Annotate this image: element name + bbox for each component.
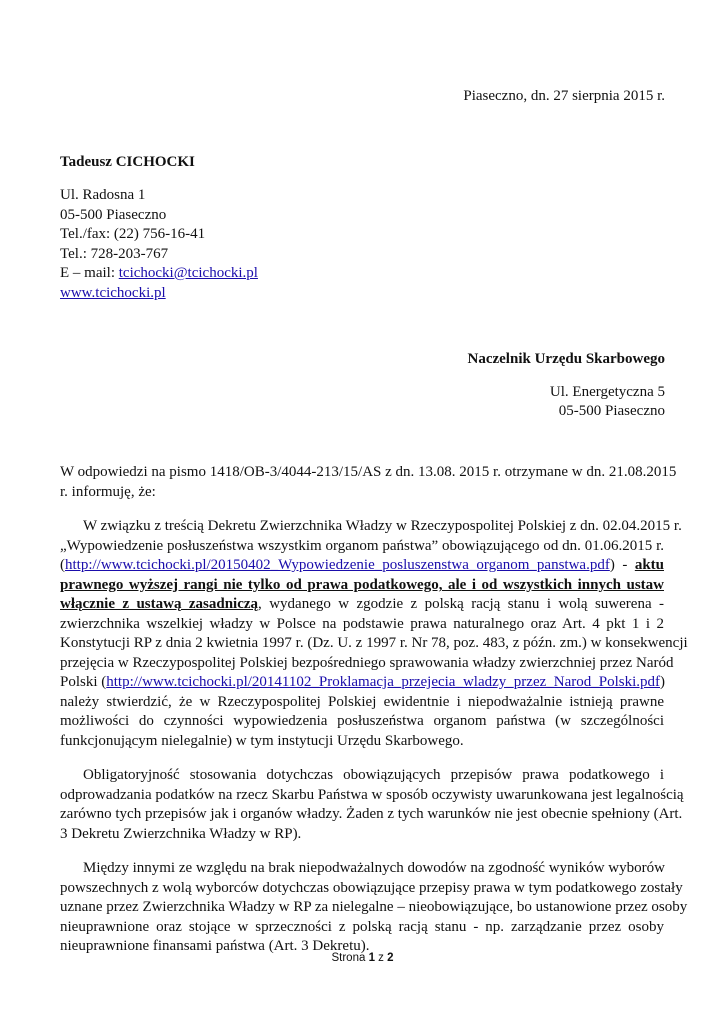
p3-line-4: nieuprawnione oraz stojące w sprzeczności z polską racją stanu - np. zarządzanie przez osoby: [60, 919, 664, 935]
p1-line-2: „Wypowiedzenie posłuszeństwa wszystkim organom państwa” obowiązującego od dn. 01.06.2015 r.: [60, 538, 664, 554]
p1-bold-aktu: aktu: [634, 557, 664, 573]
p2-line-4: 3 Dekretu Zwierzchnika Władzy w RP).: [60, 826, 302, 842]
p1-line-8: przejęcia w Rzeczypospolitej Polskiej bezpośredniego sprawowania władzy zwierzchniej przez Naród: [60, 655, 674, 671]
p1-line-12: funkcjonującym nielegalnie) w tym instytucji Urzędu Skarbowego.: [60, 733, 464, 749]
intro-line-2: r. informuję, że:: [60, 484, 156, 500]
p1-polski: Polski (: [60, 674, 107, 690]
p3-line-5: nieuprawnione finansami państwa (Art. 3 Dekretu).: [60, 938, 370, 954]
sender-telfax: Tel./fax: (22) 756-16-41: [60, 226, 206, 242]
p1-line-11: możliwości do czynności wypowiedzenia posłuszeństwa organom państwa (w szczególności: [60, 713, 664, 729]
p1-line-7: Konstytucji RP z dnia 2 kwietnia 1997 r. (Dz. U. z 1997 r. Nr 78, poz. 483, z późn. zm.) w konsekwencji: [60, 635, 688, 651]
sender-postcode-city: 05-500 Piaseczno: [60, 207, 167, 223]
p1-line-9: [60, 673, 664, 691]
sender-website-link[interactable]: www.tcichocki.pl: [60, 285, 166, 301]
footer-page-total: 2: [387, 952, 394, 964]
sender-name: Tadeusz CICHOCKI: [60, 154, 195, 170]
p1-paren-close-2: ): [660, 674, 665, 690]
sender-email-link[interactable]: tcichocki@tcichocki.pl: [118, 265, 258, 281]
p1-bold-zasadnicza: włącznie z ustawą zasadniczą: [60, 596, 259, 612]
p1-line-3: [60, 556, 664, 574]
p2-line-3: zarówno tych przepisów jak i organów władzy. Żaden z tych warunków nie jest obecnie spełniony (Art.: [60, 806, 683, 822]
p2-line-2: odprowadzania podatków na rzecz Skarbu Państwa w sposób oczywisty uwarunkowana jest legalnością: [60, 787, 684, 803]
recipient-street: Ul. Energetyczna 5: [549, 384, 665, 400]
sender-street: Ul. Radosna 1: [60, 187, 146, 203]
p1-line-4-bold: prawnego wyższej rangi nie tylko od prawa podatkowego, ale i od wszystkich innych ustaw: [60, 577, 664, 593]
p1-line-5: [60, 595, 664, 613]
dekret-link[interactable]: http://www.tcichocki.pl/20150402_Wypowiedzenie_posluszenstwa_organom_panstwa.pdf: [65, 557, 610, 573]
page-footer: [0, 952, 725, 964]
p3-line-1: Między innymi ze względu na brak niepodważalnych dowodów na zgodność wyników wyborów: [83, 860, 665, 876]
p1-line-6: zwierzchnika wszelkiej władzy w Polsce na podstawie prawa naturalnego oraz Art. 4 pkt 1 i 2: [60, 616, 664, 632]
footer-page-number: 1: [368, 952, 375, 964]
p3-line-2: powszechnych z wolą wyborców dotychczas obowiązujące przepisy prawa w tym podatkowego zostały: [60, 880, 683, 896]
p2-line-1: Obligatoryjność stosowania dotychczas obowiązujących przepisów prawa podatkowego i: [83, 767, 664, 783]
place-date: Piaseczno, dn. 27 sierpnia 2015 r.: [463, 88, 665, 104]
sender-website-line: [60, 284, 166, 302]
sender-tel: Tel.: 728-203-767: [60, 246, 169, 262]
footer-strona: Strona: [331, 952, 369, 964]
p1-line-1: W związku z treścią Dekretu Zwierzchnika Władzy w Rzeczypospolitej Polskiej z dn. 02.04.2015 r.: [83, 518, 682, 534]
p1-line-10: należy stwierdzić, że w Rzeczypospolitej Polskiej ewidentnie i niepodważalnie istnieją prawne: [60, 694, 664, 710]
sender-email-line: [60, 264, 258, 282]
recipient-postcode-city: 05-500 Piaseczno: [558, 403, 665, 419]
proklamacja-link[interactable]: http://www.tcichocki.pl/20141102_Proklamacja_przejecia_wladzy_przez_Narod_Polski.pdf: [106, 674, 660, 690]
p1-paren-close: ) -: [609, 557, 635, 573]
sender-email-label: E – mail:: [60, 265, 119, 281]
p1-line-5-rest: , wydanego w zgodzie z polską racją stanu i wolą suwerena -: [258, 596, 665, 612]
intro-line-1: W odpowiedzi na pismo 1418/OB-3/4044-213/15/AS z dn. 13.08. 2015 r. otrzymane w dn. 21.08.2015: [60, 464, 677, 480]
p1-paren-open: (: [60, 557, 65, 573]
p3-line-3: uznane przez Zwierzchnika Władzy w RP za nielegalne – nieobowiązujące, bo ustanowione przez osoby: [60, 899, 688, 915]
footer-z: z: [374, 952, 388, 964]
recipient-title: Naczelnik Urzędu Skarbowego: [467, 351, 665, 367]
